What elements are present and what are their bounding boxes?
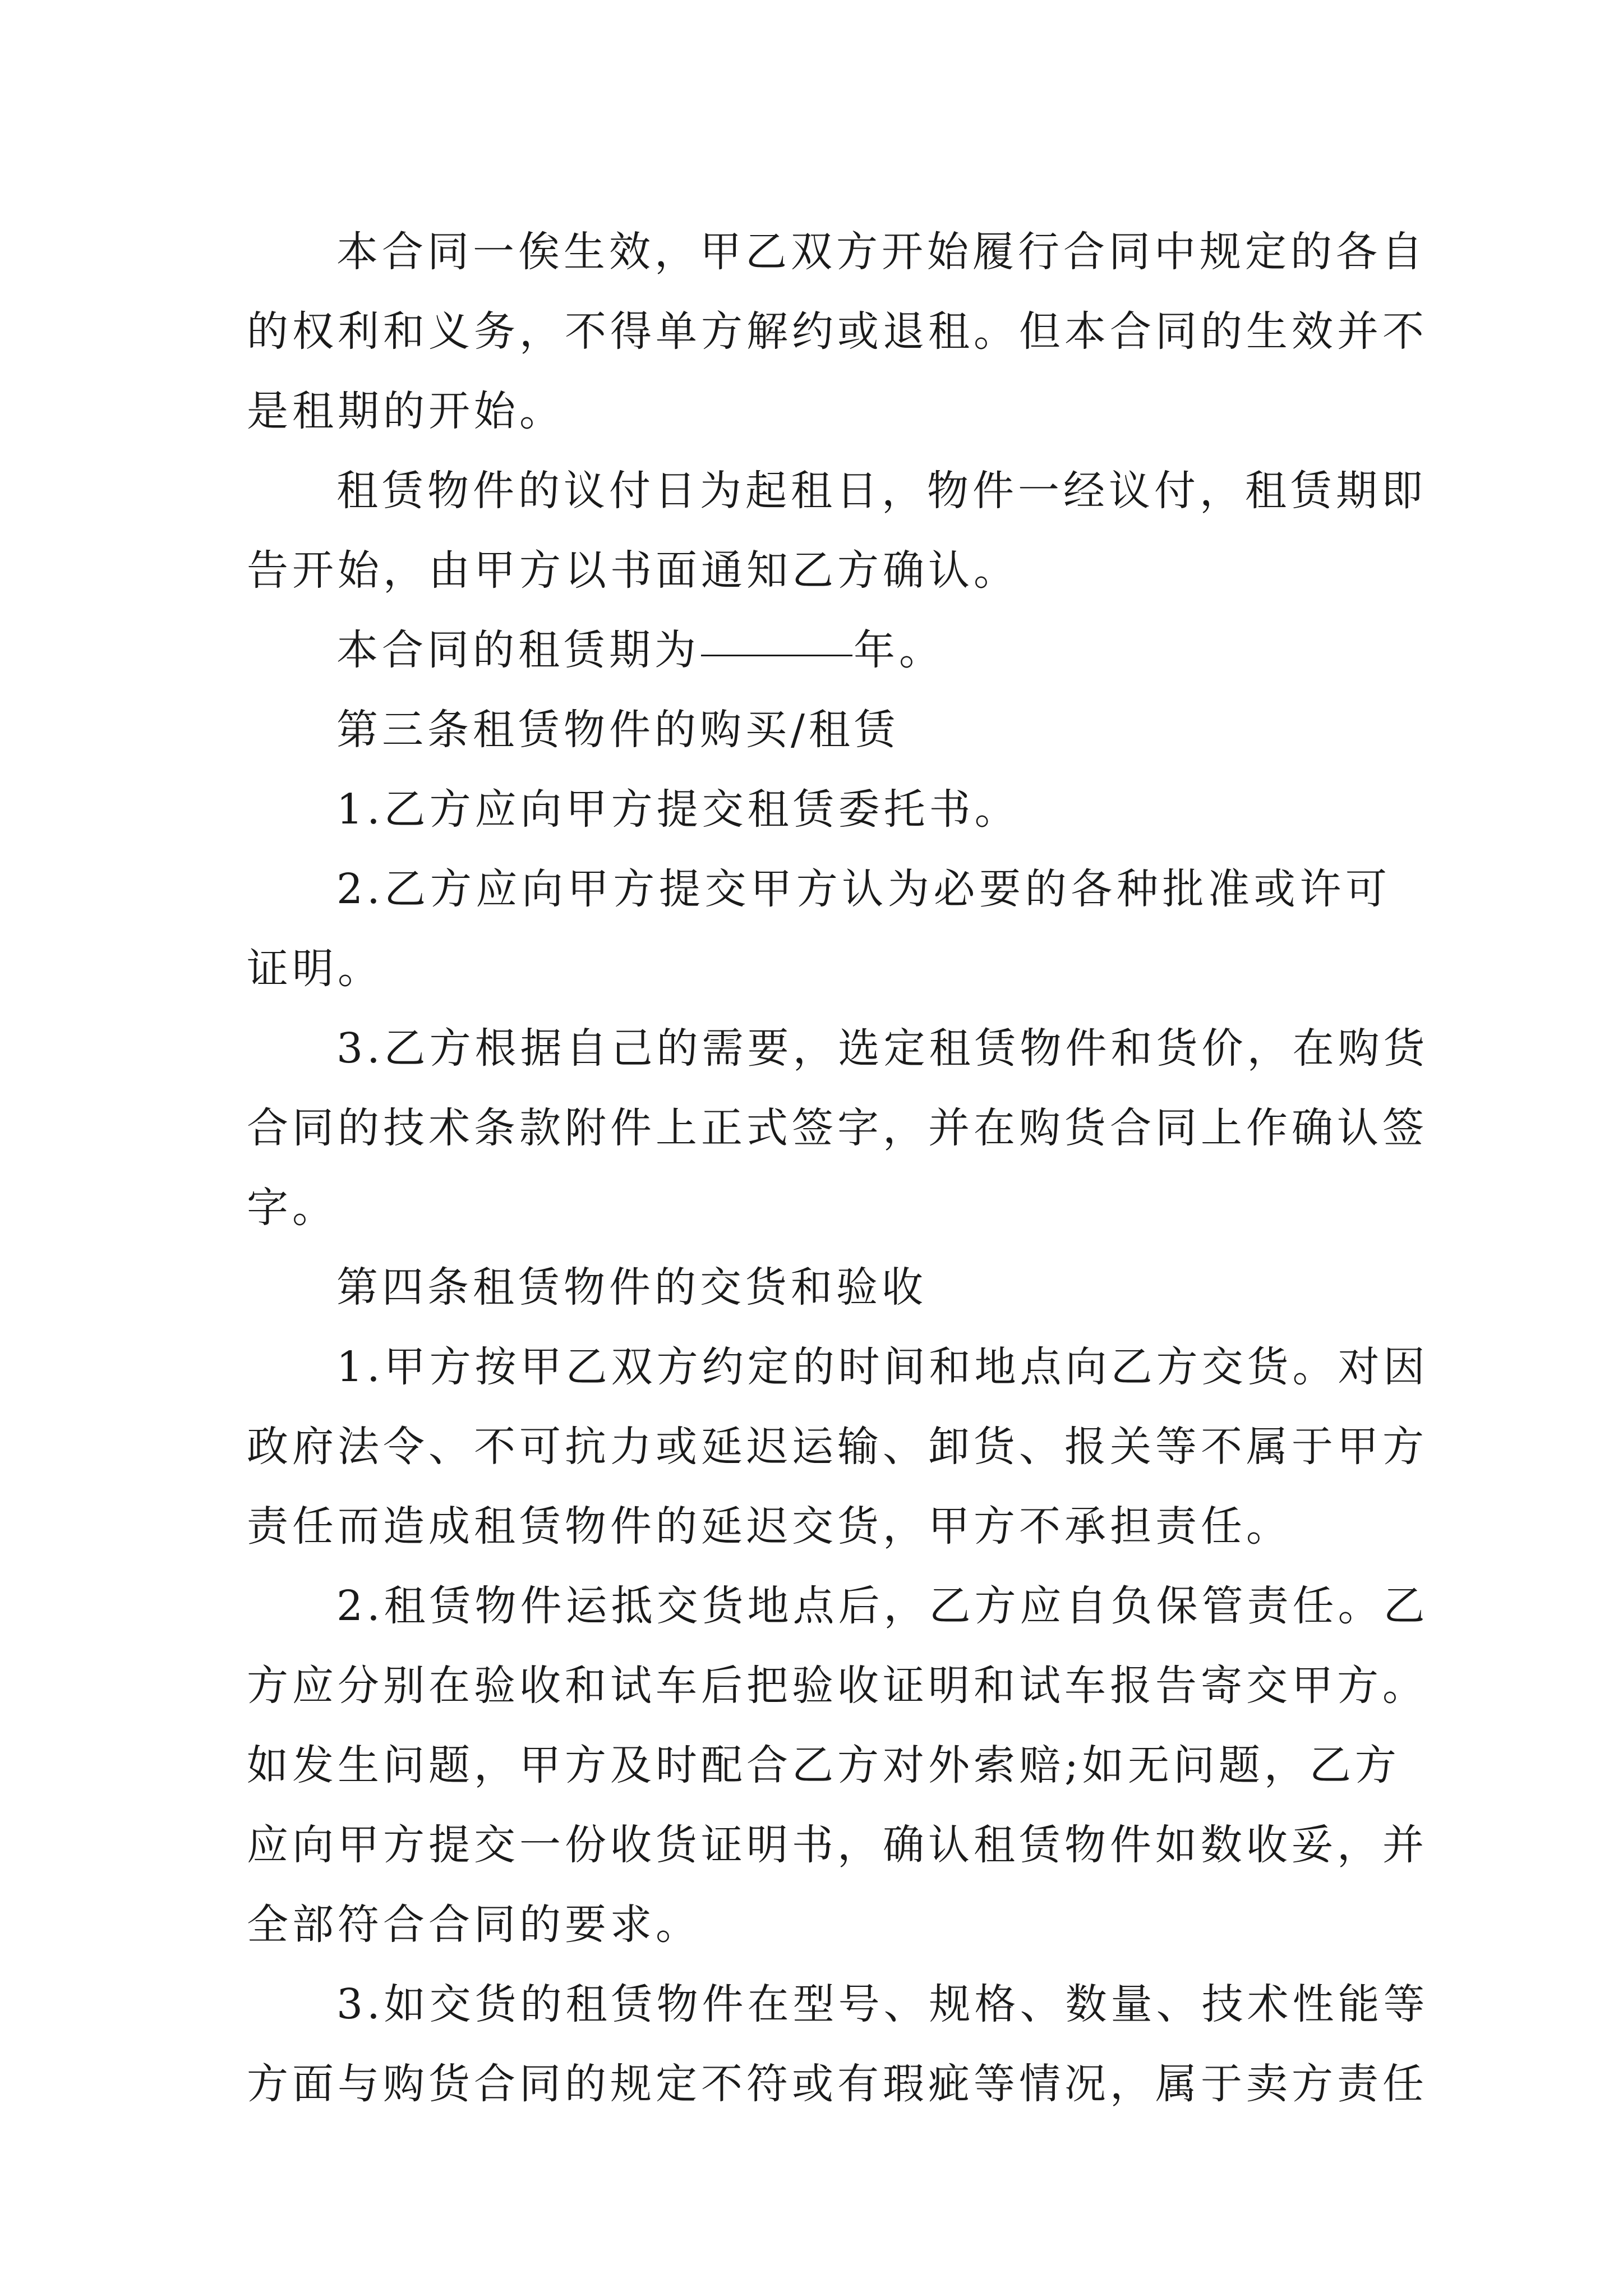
clause-3-3-line: 合同的技术条款附件上正式签字，并在购货合同上作确认签	[247, 1104, 1428, 1152]
clause-4-2-line: 2.租赁物件运抵交货地点后，乙方应自负保管责任。乙	[336, 1582, 1429, 1630]
contract-body	[247, 212, 1429, 2124]
clause-3-3-line: 字。	[247, 1184, 338, 1232]
clause-3-1: 1.乙方应向甲方提交租赁委托书。	[336, 785, 1020, 834]
lease-term-prefix: 本合同的租赁期为	[336, 626, 700, 674]
paragraph-line: 本合同一俟生效，甲乙双方开始履行合同中规定的各自	[336, 228, 1427, 276]
paragraph-line: 的权利和义务，不得单方解约或退租。但本合同的生效并不	[247, 307, 1428, 356]
clause-4-2-line: 全部符合合同的要求。	[247, 1901, 701, 1949]
clause-4-2-line: 如发生问题，甲方及时配合乙方对外索赔;如无问题，乙方	[247, 1741, 1400, 1789]
clause-4-2-line: 方应分别在验收和试车后把验收证明和试车报告寄交甲方。	[247, 1662, 1428, 1710]
clause-4-3-line: 3.如交货的租赁物件在型号、规格、数量、技术性能等	[336, 1980, 1429, 2028]
clause-4-2-line: 应向甲方提交一份收货证明书，确认租赁物件如数收妥，并	[247, 1821, 1428, 1869]
article-3-heading: 第三条租赁物件的购买/租赁	[336, 706, 900, 754]
clause-3-2-line: 证明。	[247, 945, 383, 993]
paragraph-line: 是租期的开始。	[247, 387, 565, 435]
clause-4-1-line: 1.甲方按甲乙双方约定的时间和地点向乙方交货。对因	[336, 1343, 1429, 1391]
lease-term-suffix: 年。	[854, 626, 944, 674]
clause-3-2-line: 2.乙方应向甲方提交甲方认为必要的各种批准或许可	[336, 865, 1391, 913]
lease-term-line	[247, 610, 1391, 690]
clause-4-1-line: 责任而造成租赁物件的延迟交货，甲方不承担责任。	[247, 1502, 1292, 1550]
clause-4-1-line: 政府法令、不可抗力或延迟运输、卸货、报关等不属于甲方	[247, 1423, 1428, 1471]
lease-term-blank	[701, 614, 852, 656]
article-4-heading: 第四条租赁物件的交货和验收	[336, 1263, 927, 1312]
clause-4-3-line: 方面与购货合同的规定不符或有瑕疵等情况，属于卖方责任	[247, 2060, 1428, 2108]
clause-3-3-line: 3.乙方根据自己的需要，选定租赁物件和货价，在购货	[336, 1024, 1429, 1073]
paragraph-line: 告开始，由甲方以书面通知乙方确认。	[247, 546, 1019, 595]
paragraph-line: 租赁物件的议付日为起租日，物件一经议付，租赁期即	[336, 467, 1427, 515]
